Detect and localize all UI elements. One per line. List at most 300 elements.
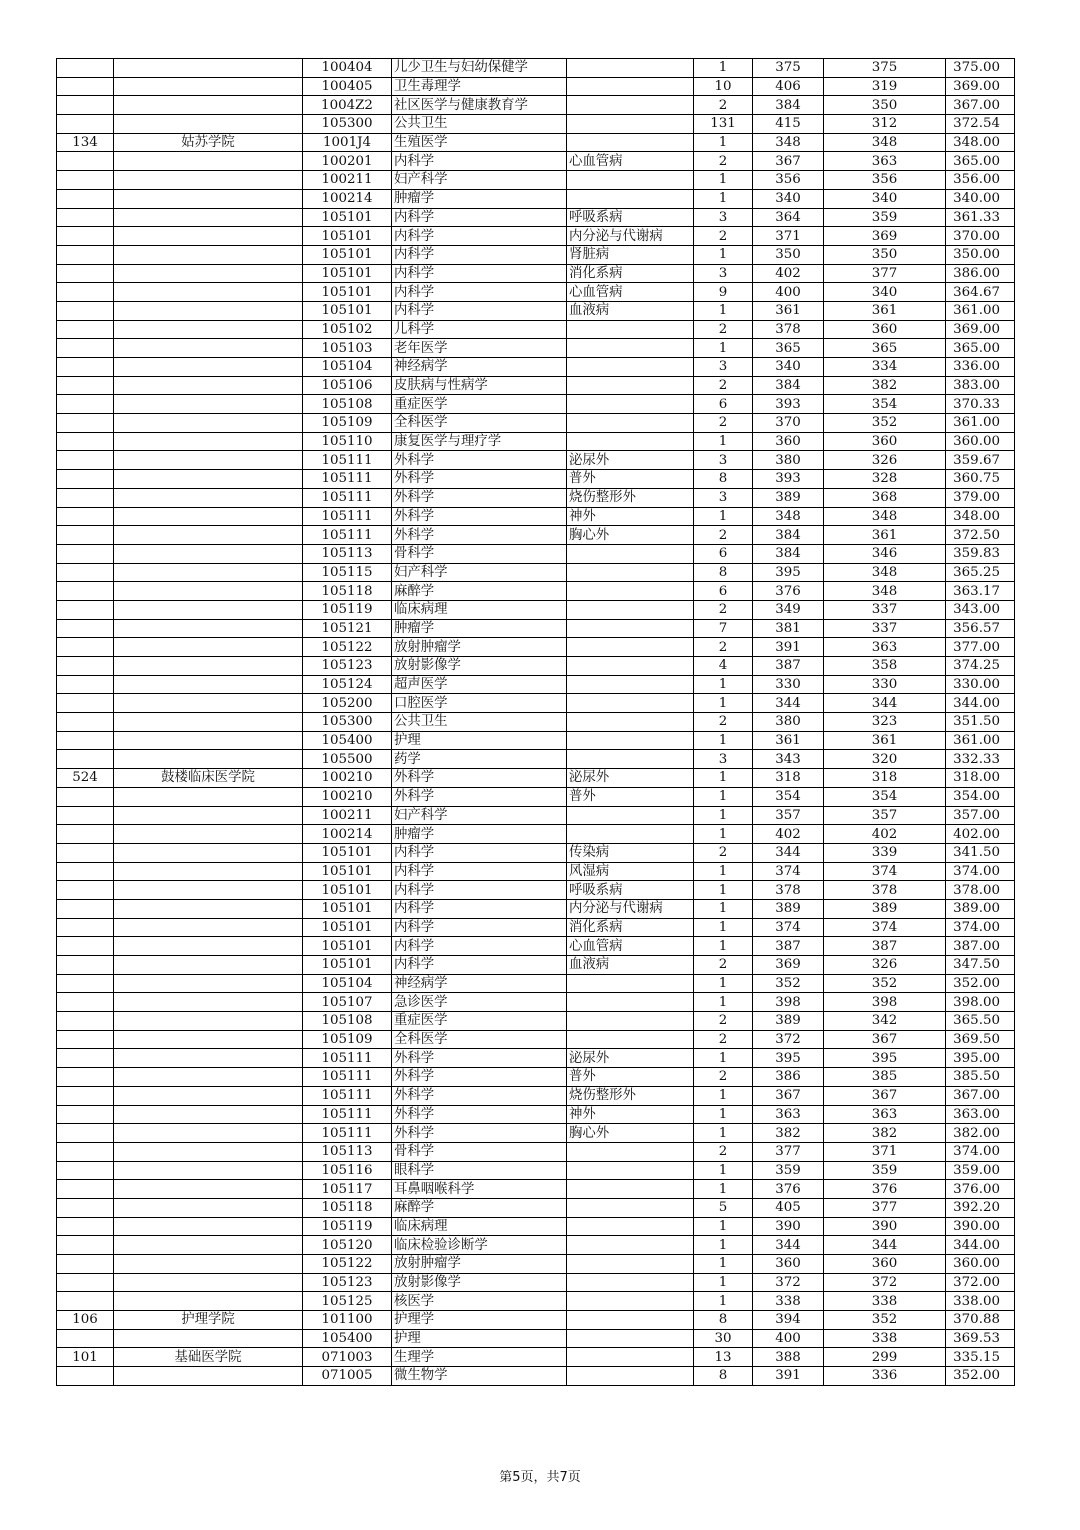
- major-code-cell: 105101: [303, 301, 392, 320]
- major-code-cell: 105111: [303, 1049, 392, 1068]
- max-score-cell: 406: [753, 77, 824, 96]
- max-score-cell: 344: [753, 694, 824, 713]
- college-name-cell: [114, 1142, 303, 1161]
- table-row: [57, 956, 1015, 975]
- college-name-cell: [114, 937, 303, 956]
- major-name-cell: 神经病学: [392, 358, 567, 377]
- avg-score-cell: 395.00: [946, 1049, 1015, 1068]
- max-score-cell: 359: [753, 1161, 824, 1180]
- count-cell: 2: [694, 227, 753, 246]
- direction-cell: 心血管病: [567, 937, 694, 956]
- min-score-cell: 350: [824, 245, 946, 264]
- major-name-cell: 公共卫生: [392, 713, 567, 732]
- major-name-cell: 妇产科学: [392, 563, 567, 582]
- direction-cell: 消化系病: [567, 264, 694, 283]
- min-score-cell: 328: [824, 470, 946, 489]
- min-score-cell: 387: [824, 937, 946, 956]
- count-cell: 1: [694, 189, 753, 208]
- college-code-cell: [57, 993, 114, 1012]
- direction-cell: [567, 358, 694, 377]
- college-name-cell: [114, 395, 303, 414]
- direction-cell: 泌尿外: [567, 769, 694, 788]
- avg-score-cell: 336.00: [946, 358, 1015, 377]
- major-code-cell: 105108: [303, 1012, 392, 1031]
- direction-cell: 泌尿外: [567, 451, 694, 470]
- major-code-cell: 100201: [303, 152, 392, 171]
- min-score-cell: 356: [824, 171, 946, 190]
- avg-score-cell: 343.00: [946, 600, 1015, 619]
- college-name-cell: [114, 189, 303, 208]
- college-code-cell: [57, 245, 114, 264]
- max-score-cell: 361: [753, 731, 824, 750]
- direction-cell: [567, 395, 694, 414]
- college-name-cell: [114, 918, 303, 937]
- college-name-cell: [114, 1367, 303, 1386]
- table-row: [57, 918, 1015, 937]
- major-code-cell: 105101: [303, 283, 392, 302]
- major-name-cell: 口腔医学: [392, 694, 567, 713]
- avg-score-cell: 360.00: [946, 1255, 1015, 1274]
- table-row: [57, 96, 1015, 115]
- college-name-cell: [114, 956, 303, 975]
- college-code-cell: [57, 264, 114, 283]
- count-cell: 10: [694, 77, 753, 96]
- major-code-cell: 105111: [303, 488, 392, 507]
- max-score-cell: 344: [753, 1236, 824, 1255]
- avg-score-cell: 390.00: [946, 1217, 1015, 1236]
- direction-cell: [567, 657, 694, 676]
- major-code-cell: 105300: [303, 713, 392, 732]
- major-name-cell: 外科学: [392, 1124, 567, 1143]
- table-row: [57, 245, 1015, 264]
- major-code-cell: 100210: [303, 787, 392, 806]
- min-score-cell: 375: [824, 59, 946, 78]
- direction-cell: [567, 1217, 694, 1236]
- college-code-cell: [57, 1367, 114, 1386]
- major-code-cell: 105103: [303, 339, 392, 358]
- count-cell: 3: [694, 451, 753, 470]
- college-name-cell: [114, 77, 303, 96]
- avg-score-cell: 361.00: [946, 301, 1015, 320]
- major-name-cell: 护理: [392, 731, 567, 750]
- count-cell: 2: [694, 376, 753, 395]
- table-row: [57, 1030, 1015, 1049]
- max-score-cell: 369: [753, 956, 824, 975]
- college-code-cell: [57, 283, 114, 302]
- direction-cell: [567, 1161, 694, 1180]
- college-name-cell: [114, 1255, 303, 1274]
- college-name-cell: [114, 488, 303, 507]
- major-name-cell: 肿瘤学: [392, 619, 567, 638]
- count-cell: 1: [694, 1049, 753, 1068]
- max-score-cell: 364: [753, 208, 824, 227]
- college-code-cell: [57, 899, 114, 918]
- major-name-cell: 内科学: [392, 245, 567, 264]
- college-name-cell: [114, 320, 303, 339]
- college-code-cell: [57, 208, 114, 227]
- major-code-cell: 1004Z2: [303, 96, 392, 115]
- max-score-cell: 398: [753, 993, 824, 1012]
- major-name-cell: 内科学: [392, 918, 567, 937]
- college-code-cell: [57, 1142, 114, 1161]
- min-score-cell: 367: [824, 1086, 946, 1105]
- college-code-cell: [57, 1180, 114, 1199]
- avg-score-cell: 376.00: [946, 1180, 1015, 1199]
- avg-score-cell: 372.00: [946, 1273, 1015, 1292]
- major-name-cell: 药学: [392, 750, 567, 769]
- direction-cell: [567, 1311, 694, 1330]
- major-name-cell: 内科学: [392, 208, 567, 227]
- min-score-cell: 354: [824, 395, 946, 414]
- college-name-cell: [114, 1124, 303, 1143]
- college-name-cell: [114, 1292, 303, 1311]
- major-code-cell: 105300: [303, 115, 392, 134]
- direction-cell: [567, 806, 694, 825]
- max-score-cell: 390: [753, 1217, 824, 1236]
- college-name-cell: 护理学院: [114, 1311, 303, 1330]
- count-cell: 1: [694, 1273, 753, 1292]
- avg-score-cell: 370.33: [946, 395, 1015, 414]
- college-name-cell: [114, 171, 303, 190]
- direction-cell: 肾脏病: [567, 245, 694, 264]
- college-code-cell: [57, 675, 114, 694]
- table-row: [57, 1161, 1015, 1180]
- college-code-cell: [57, 1292, 114, 1311]
- min-score-cell: 371: [824, 1142, 946, 1161]
- avg-score-cell: 359.00: [946, 1161, 1015, 1180]
- direction-cell: [567, 825, 694, 844]
- table-row: [57, 1142, 1015, 1161]
- min-score-cell: 363: [824, 152, 946, 171]
- college-code-cell: [57, 1012, 114, 1031]
- avg-score-cell: 364.67: [946, 283, 1015, 302]
- count-cell: 1: [694, 1124, 753, 1143]
- direction-cell: [567, 563, 694, 582]
- college-code-cell: [57, 96, 114, 115]
- max-score-cell: 360: [753, 432, 824, 451]
- count-cell: 7: [694, 619, 753, 638]
- max-score-cell: 393: [753, 470, 824, 489]
- direction-cell: 心血管病: [567, 152, 694, 171]
- major-code-cell: 105106: [303, 376, 392, 395]
- college-name-cell: [114, 1273, 303, 1292]
- avg-score-cell: 361.00: [946, 731, 1015, 750]
- max-score-cell: 356: [753, 171, 824, 190]
- avg-score-cell: 356.57: [946, 619, 1015, 638]
- max-score-cell: 375: [753, 59, 824, 78]
- max-score-cell: 394: [753, 1311, 824, 1330]
- college-code-cell: [57, 1198, 114, 1217]
- table-row: [57, 1124, 1015, 1143]
- college-name-cell: [114, 862, 303, 881]
- table-row: [57, 1049, 1015, 1068]
- table-row: [57, 208, 1015, 227]
- table-row: [57, 1273, 1015, 1292]
- count-cell: 2: [694, 638, 753, 657]
- direction-cell: [567, 1198, 694, 1217]
- major-name-cell: 临床病理: [392, 600, 567, 619]
- table-row: [57, 133, 1015, 152]
- table-row: [57, 1217, 1015, 1236]
- count-cell: 1: [694, 301, 753, 320]
- major-name-cell: 护理学: [392, 1311, 567, 1330]
- avg-score-cell: 398.00: [946, 993, 1015, 1012]
- min-score-cell: 348: [824, 133, 946, 152]
- major-code-cell: 105123: [303, 657, 392, 676]
- major-name-cell: 内科学: [392, 937, 567, 956]
- college-name-cell: [114, 1086, 303, 1105]
- count-cell: 6: [694, 395, 753, 414]
- table-row: [57, 806, 1015, 825]
- college-code-cell: [57, 227, 114, 246]
- major-code-cell: 105101: [303, 862, 392, 881]
- min-score-cell: 382: [824, 1124, 946, 1143]
- direction-cell: [567, 713, 694, 732]
- table-row: [57, 582, 1015, 601]
- max-score-cell: 367: [753, 152, 824, 171]
- college-code-cell: [57, 806, 114, 825]
- major-code-cell: 100214: [303, 825, 392, 844]
- min-score-cell: 340: [824, 283, 946, 302]
- count-cell: 1: [694, 974, 753, 993]
- max-score-cell: 374: [753, 918, 824, 937]
- major-code-cell: 105101: [303, 881, 392, 900]
- college-code-cell: [57, 1329, 114, 1348]
- college-name-cell: [114, 96, 303, 115]
- avg-score-cell: 369.00: [946, 320, 1015, 339]
- min-score-cell: 372: [824, 1273, 946, 1292]
- major-name-cell: 全科医学: [392, 414, 567, 433]
- min-score-cell: 337: [824, 600, 946, 619]
- table-row: [57, 974, 1015, 993]
- college-name-cell: [114, 339, 303, 358]
- college-code-cell: [57, 843, 114, 862]
- avg-score-cell: 360.75: [946, 470, 1015, 489]
- table-row: [57, 1105, 1015, 1124]
- count-cell: 1: [694, 825, 753, 844]
- avg-score-cell: 370.00: [946, 227, 1015, 246]
- college-code-cell: [57, 1068, 114, 1087]
- table-row: [57, 189, 1015, 208]
- max-score-cell: 376: [753, 1180, 824, 1199]
- major-name-cell: 麻醉学: [392, 1198, 567, 1217]
- major-name-cell: 内科学: [392, 283, 567, 302]
- major-name-cell: 放射影像学: [392, 657, 567, 676]
- avg-score-cell: 374.00: [946, 918, 1015, 937]
- avg-score-cell: 389.00: [946, 899, 1015, 918]
- direction-cell: [567, 1236, 694, 1255]
- min-score-cell: 369: [824, 227, 946, 246]
- table-row: [57, 619, 1015, 638]
- max-score-cell: 381: [753, 619, 824, 638]
- college-name-cell: [114, 600, 303, 619]
- college-name-cell: [114, 227, 303, 246]
- direction-cell: 普外: [567, 1068, 694, 1087]
- count-cell: 8: [694, 1311, 753, 1330]
- min-score-cell: 336: [824, 1367, 946, 1386]
- direction-cell: [567, 432, 694, 451]
- table-row: [57, 171, 1015, 190]
- count-cell: 1: [694, 881, 753, 900]
- count-cell: 1: [694, 1161, 753, 1180]
- major-code-cell: 105109: [303, 414, 392, 433]
- table-row: [57, 899, 1015, 918]
- count-cell: 1: [694, 1217, 753, 1236]
- avg-score-cell: 367.00: [946, 1086, 1015, 1105]
- count-cell: 9: [694, 283, 753, 302]
- avg-score-cell: 375.00: [946, 59, 1015, 78]
- count-cell: 1: [694, 171, 753, 190]
- avg-score-cell: 372.54: [946, 115, 1015, 134]
- major-code-cell: 1001J4: [303, 133, 392, 152]
- count-cell: 1: [694, 1292, 753, 1311]
- major-name-cell: 卫生毒理学: [392, 77, 567, 96]
- college-name-cell: [114, 619, 303, 638]
- count-cell: 8: [694, 1367, 753, 1386]
- max-score-cell: 370: [753, 414, 824, 433]
- table-row: [57, 544, 1015, 563]
- direction-cell: [567, 59, 694, 78]
- major-name-cell: 骨科学: [392, 1142, 567, 1161]
- major-name-cell: 临床检验诊断学: [392, 1236, 567, 1255]
- max-score-cell: 391: [753, 1367, 824, 1386]
- max-score-cell: 349: [753, 600, 824, 619]
- college-code-cell: [57, 1105, 114, 1124]
- direction-cell: [567, 544, 694, 563]
- avg-score-cell: 387.00: [946, 937, 1015, 956]
- major-name-cell: 放射影像学: [392, 1273, 567, 1292]
- college-name-cell: [114, 657, 303, 676]
- table-row: [57, 115, 1015, 134]
- college-code-cell: [57, 825, 114, 844]
- count-cell: 13: [694, 1348, 753, 1367]
- table-row: [57, 227, 1015, 246]
- min-score-cell: 365: [824, 339, 946, 358]
- min-score-cell: 374: [824, 862, 946, 881]
- major-code-cell: 105124: [303, 675, 392, 694]
- major-code-cell: 071005: [303, 1367, 392, 1386]
- max-score-cell: 382: [753, 1124, 824, 1143]
- max-score-cell: 360: [753, 1255, 824, 1274]
- college-name-cell: [114, 451, 303, 470]
- avg-score-cell: 372.50: [946, 526, 1015, 545]
- count-cell: 1: [694, 993, 753, 1012]
- college-code-cell: [57, 544, 114, 563]
- college-code-cell: [57, 582, 114, 601]
- college-code-cell: [57, 1217, 114, 1236]
- major-name-cell: 生理学: [392, 1348, 567, 1367]
- table-row: [57, 320, 1015, 339]
- major-code-cell: 105110: [303, 432, 392, 451]
- major-name-cell: 外科学: [392, 507, 567, 526]
- avg-score-cell: 352.00: [946, 974, 1015, 993]
- min-score-cell: 378: [824, 881, 946, 900]
- college-code-cell: [57, 619, 114, 638]
- min-score-cell: 344: [824, 694, 946, 713]
- min-score-cell: 354: [824, 787, 946, 806]
- college-name-cell: [114, 1049, 303, 1068]
- major-code-cell: 105400: [303, 1329, 392, 1348]
- major-code-cell: 105101: [303, 937, 392, 956]
- count-cell: 8: [694, 563, 753, 582]
- table-row: [57, 283, 1015, 302]
- count-cell: 1: [694, 862, 753, 881]
- direction-cell: [567, 750, 694, 769]
- count-cell: 2: [694, 1012, 753, 1031]
- max-score-cell: 400: [753, 283, 824, 302]
- page-footer: 第5页，共7页: [499, 1470, 581, 1485]
- min-score-cell: 361: [824, 731, 946, 750]
- count-cell: 1: [694, 769, 753, 788]
- max-score-cell: 363: [753, 1105, 824, 1124]
- max-score-cell: 386: [753, 1068, 824, 1087]
- major-code-cell: 105107: [303, 993, 392, 1012]
- major-name-cell: 内科学: [392, 956, 567, 975]
- avg-score-cell: 360.00: [946, 432, 1015, 451]
- major-name-cell: 重症医学: [392, 395, 567, 414]
- table-row: [57, 1311, 1015, 1330]
- min-score-cell: 395: [824, 1049, 946, 1068]
- college-code-cell: [57, 563, 114, 582]
- college-name-cell: 鼓楼临床医学院: [114, 769, 303, 788]
- college-name-cell: [114, 245, 303, 264]
- count-cell: 1: [694, 1236, 753, 1255]
- college-name-cell: [114, 1012, 303, 1031]
- college-name-cell: [114, 694, 303, 713]
- major-code-cell: 105123: [303, 1273, 392, 1292]
- count-cell: 2: [694, 152, 753, 171]
- major-name-cell: 微生物学: [392, 1367, 567, 1386]
- college-name-cell: [114, 974, 303, 993]
- count-cell: 2: [694, 526, 753, 545]
- college-name-cell: [114, 881, 303, 900]
- min-score-cell: 350: [824, 96, 946, 115]
- direction-cell: [567, 993, 694, 1012]
- max-score-cell: 389: [753, 488, 824, 507]
- college-code-cell: [57, 171, 114, 190]
- college-name-cell: [114, 713, 303, 732]
- min-score-cell: 359: [824, 208, 946, 227]
- major-name-cell: 内科学: [392, 152, 567, 171]
- min-score-cell: 377: [824, 264, 946, 283]
- major-name-cell: 外科学: [392, 526, 567, 545]
- count-cell: 2: [694, 96, 753, 115]
- major-name-cell: 核医学: [392, 1292, 567, 1311]
- direction-cell: 风湿病: [567, 862, 694, 881]
- max-score-cell: 344: [753, 843, 824, 862]
- major-name-cell: 耳鼻咽喉科学: [392, 1180, 567, 1199]
- table-row: [57, 339, 1015, 358]
- min-score-cell: 382: [824, 376, 946, 395]
- major-name-cell: 外科学: [392, 470, 567, 489]
- direction-cell: 烧伤整形外: [567, 1086, 694, 1105]
- college-name-cell: [114, 208, 303, 227]
- avg-score-cell: 374.25: [946, 657, 1015, 676]
- major-name-cell: 急诊医学: [392, 993, 567, 1012]
- college-name-cell: [114, 843, 303, 862]
- max-score-cell: 384: [753, 544, 824, 563]
- avg-score-cell: 359.67: [946, 451, 1015, 470]
- count-cell: 3: [694, 264, 753, 283]
- direction-cell: 胸心外: [567, 1124, 694, 1143]
- count-cell: 1: [694, 339, 753, 358]
- major-code-cell: 105101: [303, 918, 392, 937]
- major-name-cell: 肿瘤学: [392, 189, 567, 208]
- admission-score-table: [56, 58, 1015, 1386]
- max-score-cell: 352: [753, 974, 824, 993]
- major-name-cell: 外科学: [392, 1086, 567, 1105]
- count-cell: 1: [694, 806, 753, 825]
